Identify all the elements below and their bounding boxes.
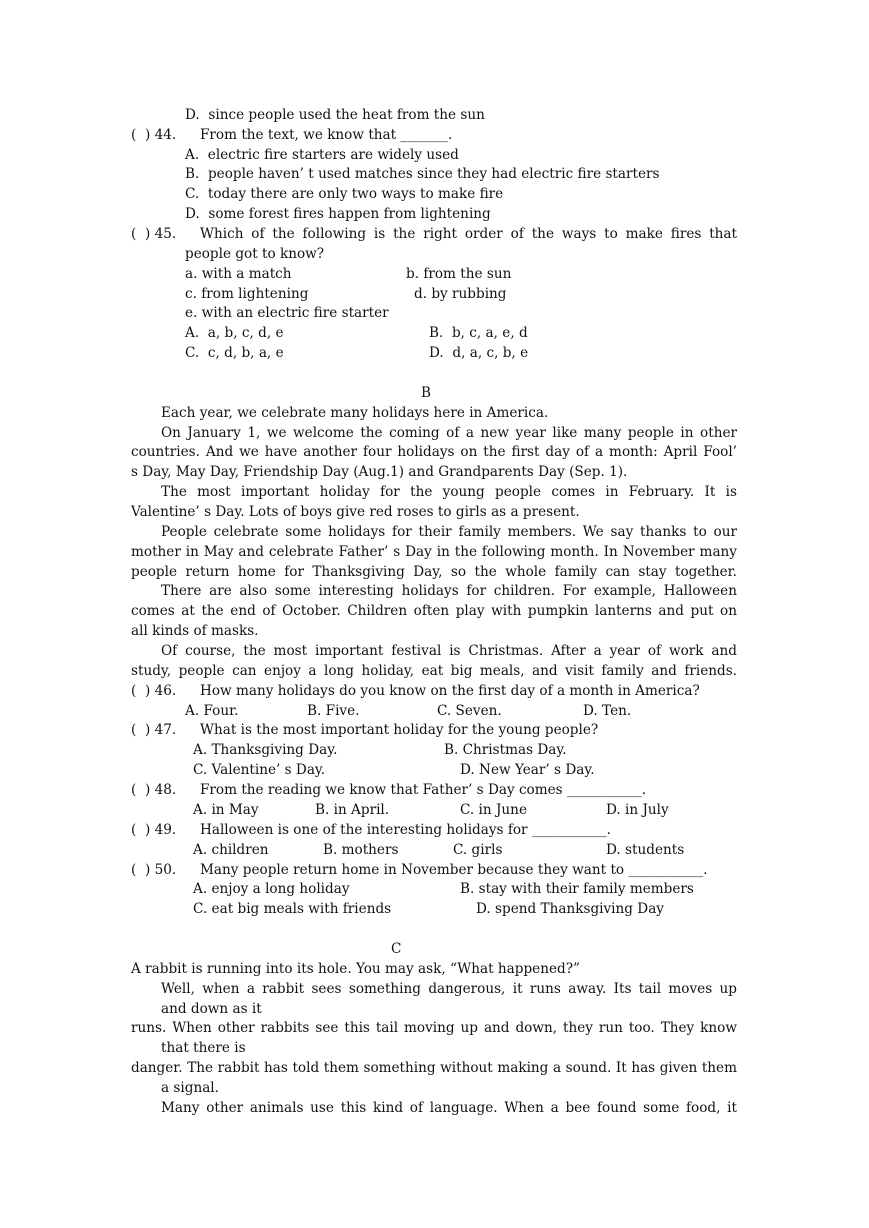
section-b-para2-line3: s Day, May Day, Friendship Day (Aug.1) and Grandparents Day (Sep. 1). bbox=[131, 464, 628, 480]
q47-option-d: D. New Year’ s Day. bbox=[460, 762, 595, 778]
q48-option-b: B. in April. bbox=[315, 802, 390, 818]
q45-option-c: C. c, d, b, a, e bbox=[185, 345, 284, 361]
q48-option-a: A. in May bbox=[193, 802, 259, 818]
q45-list-d: d. by rubbing bbox=[414, 286, 507, 302]
section-b-para3-line1: The most important holiday for the young people comes in February. It is bbox=[161, 484, 737, 500]
q45-option-a: A. a, b, c, d, e bbox=[185, 325, 284, 341]
section-c-line3: and down as it bbox=[161, 1001, 262, 1017]
q50-option-b: B. stay with their family members bbox=[460, 881, 694, 897]
q48-number: ( ) 48. bbox=[131, 782, 177, 798]
q46-option-d: D. Ten. bbox=[583, 703, 632, 719]
section-b-para1: Each year, we celebrate many holidays here in America. bbox=[161, 405, 549, 421]
section-b-para4-line1: People celebrate some holidays for their family members. We say thanks to our bbox=[161, 524, 737, 540]
section-b-para5-line1: There are also some interesting holidays for children. For example, Halloween bbox=[161, 583, 737, 599]
q44-option-c: C. today there are only two ways to make fire bbox=[185, 186, 504, 202]
section-c-line1: A rabbit is running into its hole. You may ask, “What happened?” bbox=[131, 961, 580, 977]
q44-number: ( ) 44. bbox=[131, 127, 177, 143]
q50-option-c: C. eat big meals with friends bbox=[193, 901, 392, 917]
q44-option-b: B. people haven’ t used matches since they had electric fire starters bbox=[185, 166, 660, 182]
q45-option-d: D. d, a, c, b, e bbox=[429, 345, 529, 361]
section-b-para2-line1: On January 1, we welcome the coming of a new year like many people in other bbox=[161, 425, 737, 441]
q45-list-a: a. with a match bbox=[185, 266, 292, 282]
q49-option-c: C. girls bbox=[453, 842, 503, 858]
q46-stem: How many holidays do you know on the first day of a month in America? bbox=[200, 683, 700, 699]
q44-option-a: A. electric fire starters are widely used bbox=[185, 147, 459, 163]
q48-stem: From the reading we know that Father’ s Day comes ___________. bbox=[200, 782, 647, 798]
q49-number: ( ) 49. bbox=[131, 822, 177, 838]
section-b-para2-line2: countries. And we have another four holidays on the first day of a month: April Fool’ bbox=[131, 444, 737, 460]
q49-option-d: D. students bbox=[606, 842, 685, 858]
q46-option-c: C. Seven. bbox=[437, 703, 502, 719]
q46-option-a: A. Four. bbox=[185, 703, 239, 719]
q47-option-a: A. Thanksgiving Day. bbox=[193, 742, 338, 758]
q48-option-d: D. in July bbox=[606, 802, 669, 818]
section-b-para6-line1: Of course, the most important festival is Christmas. After a year of work and bbox=[161, 643, 737, 659]
q45-option-b: B. b, c, a, e, d bbox=[429, 325, 528, 341]
section-b-heading: B bbox=[421, 385, 431, 401]
q49-option-b: B. mothers bbox=[323, 842, 399, 858]
q45-number: ( ) 45. bbox=[131, 226, 177, 242]
q49-option-a: A. children bbox=[193, 842, 269, 858]
q46-option-b: B. Five. bbox=[307, 703, 360, 719]
section-b-para3-line2: Valentine’ s Day. Lots of boys give red roses to girls as a present. bbox=[131, 504, 580, 520]
q49-stem: Halloween is one of the interesting holidays for ___________. bbox=[200, 822, 611, 838]
section-c-heading: C bbox=[391, 941, 402, 957]
section-c-line7: a signal. bbox=[161, 1080, 219, 1096]
q47-option-b: B. Christmas Day. bbox=[444, 742, 567, 758]
q45-list-c: c. from lightening bbox=[185, 286, 309, 302]
q45-list-b: b. from the sun bbox=[406, 266, 512, 282]
q50-option-d: D. spend Thanksgiving Day bbox=[476, 901, 664, 917]
section-c-line4: runs. When other rabbits see this tail moving up and down, they run too. They know bbox=[131, 1020, 737, 1036]
q50-option-a: A. enjoy a long holiday bbox=[193, 881, 350, 897]
q50-number: ( ) 50. bbox=[131, 862, 177, 878]
q47-stem: What is the most important holiday for the young people? bbox=[200, 722, 599, 738]
q46-number: ( ) 46. bbox=[131, 683, 177, 699]
section-b-para4-line2: mother in May and celebrate Father’ s Day in the following month. In November many bbox=[131, 544, 737, 560]
q45-list-e: e. with an electric fire starter bbox=[185, 305, 389, 321]
q48-option-c: C. in June bbox=[460, 802, 527, 818]
q47-option-c: C. Valentine’ s Day. bbox=[193, 762, 326, 778]
q47-number: ( ) 47. bbox=[131, 722, 177, 738]
q45-stem-line1: Which of the following is the right order of the ways to make fires that bbox=[200, 226, 737, 242]
section-b-para6-line2: study, people can enjoy a long holiday, eat big meals, and visit family and friends. bbox=[131, 663, 737, 679]
q50-stem: Many people return home in November because they want to ___________. bbox=[200, 862, 708, 878]
section-c-line6: danger. The rabbit has told them something without making a sound. It has given them bbox=[131, 1060, 737, 1076]
section-b-para4-line3: people return home for Thanksgiving Day, so the whole family can stay together. bbox=[131, 564, 737, 580]
section-c-line8: Many other animals use this kind of language. When a bee found some food, it bbox=[161, 1100, 737, 1116]
q44-option-d: D. some forest fires happen from lightening bbox=[185, 206, 491, 222]
section-b-para5-line3: all kinds of masks. bbox=[131, 623, 259, 639]
q45-stem-line2: people got to know? bbox=[185, 246, 325, 262]
section-c-line5: that there is bbox=[161, 1040, 246, 1056]
section-b-para5-line2: comes at the end of October. Children often play with pumpkin lanterns and put on bbox=[131, 603, 737, 619]
q43-option-d: D. since people used the heat from the sun bbox=[185, 107, 485, 123]
q44-stem: From the text, we know that _______. bbox=[200, 127, 453, 143]
section-c-line2: Well, when a rabbit sees something dangerous, it runs away. Its tail moves up bbox=[161, 981, 737, 997]
